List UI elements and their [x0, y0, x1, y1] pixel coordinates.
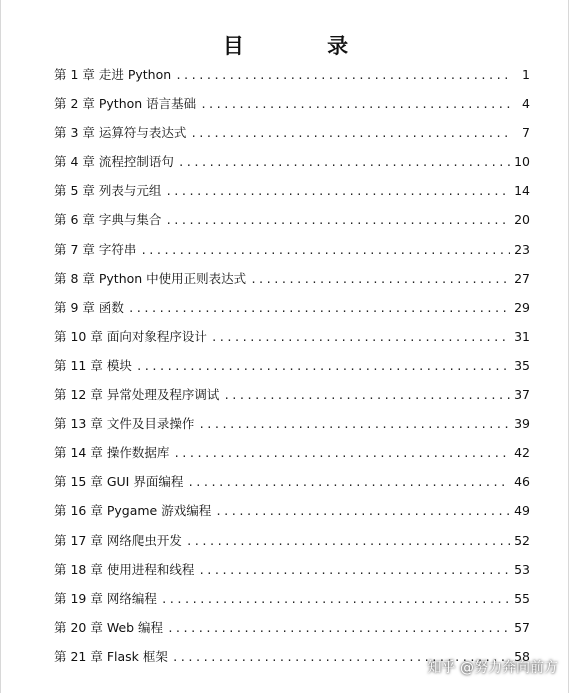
- toc-entry-label: 第 16 章 Pygame 游戏编程: [54, 503, 212, 519]
- table-of-contents: [54, 64, 530, 675]
- toc-leader-dots: [128, 298, 510, 320]
- toc-entry-page: 4: [522, 96, 530, 112]
- toc-entry-label: 第 11 章 模块: [54, 357, 132, 373]
- toc-entry-page: 23: [514, 241, 530, 257]
- toc-entry[interactable]: [54, 122, 530, 151]
- toc-entry-label: 第 20 章 Web 编程: [54, 619, 164, 635]
- toc-entry-page: 57: [514, 619, 530, 635]
- toc-entry-page: 1: [522, 67, 530, 82]
- toc-leader-dots: [223, 385, 510, 407]
- toc-entry[interactable]: [54, 413, 530, 442]
- toc-leader-dots: [200, 94, 512, 116]
- toc-leader-dots: [187, 472, 510, 494]
- toc-entry[interactable]: [54, 209, 530, 238]
- toc-entry-label: 第 4 章 流程控制语句: [54, 154, 174, 170]
- toc-entry-page: 58: [514, 648, 530, 664]
- toc-entry-page: 52: [514, 532, 530, 548]
- toc-leader-dots: [211, 327, 510, 349]
- toc-entry-label: 第 7 章 字符串: [54, 241, 137, 257]
- toc-entry[interactable]: [54, 326, 530, 355]
- toc-entry-page: 39: [514, 416, 530, 432]
- toc-entry-label: 第 2 章 Python 语言基础: [54, 96, 197, 112]
- toc-leader-dots: [250, 269, 510, 291]
- toc-entry[interactable]: [54, 64, 530, 93]
- toc-leader-dots: [140, 240, 510, 262]
- toc-entry-page: 37: [514, 387, 530, 403]
- toc-entry[interactable]: [54, 180, 530, 209]
- toc-entry-page: 7: [522, 125, 530, 141]
- toc-entry-label: 第 1 章 走进 Python: [54, 67, 172, 82]
- toc-entry[interactable]: [54, 384, 530, 413]
- toc-entry-label: 第 19 章 网络编程: [54, 590, 157, 606]
- toc-entry-label: 第 3 章 运算符与表达式: [54, 125, 187, 141]
- toc-leader-dots: [178, 152, 510, 174]
- toc-entry-label: 第 13 章 文件及目录操作: [54, 416, 195, 432]
- toc-entry[interactable]: [54, 617, 530, 646]
- toc-entry[interactable]: [54, 442, 530, 471]
- toc-leader-dots: [173, 443, 510, 465]
- toc-entry-page: 29: [514, 299, 530, 315]
- toc-entry-label: 第 17 章 网络爬虫开发: [54, 532, 182, 548]
- toc-leader-dots: [165, 210, 510, 232]
- toc-leader-dots: [175, 65, 512, 87]
- toc-leader-dots: [165, 181, 510, 203]
- toc-leader-dots: [215, 501, 510, 523]
- toc-entry-label: 第 9 章 函数: [54, 299, 124, 315]
- toc-leader-dots: [186, 531, 510, 553]
- toc-entry[interactable]: [54, 268, 530, 297]
- toc-entry-page: 46: [514, 474, 530, 490]
- toc-entry-label: 第 6 章 字典与集合: [54, 212, 162, 228]
- watermark: 知乎 @努力奔向前方: [427, 660, 558, 676]
- toc-entry-page: 10: [514, 154, 530, 170]
- toc-leader-dots: [136, 356, 510, 378]
- toc-leader-dots: [161, 589, 510, 611]
- toc-entry-page: 20: [514, 212, 530, 228]
- toc-entry[interactable]: [54, 588, 530, 617]
- toc-entry[interactable]: [54, 355, 530, 384]
- toc-entry[interactable]: [54, 500, 530, 529]
- toc-leader-dots: [198, 560, 510, 582]
- toc-entry-page: 49: [514, 503, 530, 519]
- toc-entry-page: 31: [514, 328, 530, 344]
- toc-entry-label: 第 8 章 Python 中使用正则表达式: [54, 270, 247, 286]
- toc-entry-label: 第 15 章 GUI 界面编程: [54, 474, 184, 490]
- toc-entry[interactable]: [54, 559, 530, 588]
- toc-entry-page: 35: [514, 357, 530, 373]
- toc-entry[interactable]: [54, 297, 530, 326]
- toc-entry[interactable]: [54, 530, 530, 559]
- toc-entry-label: 第 10 章 面向对象程序设计: [54, 328, 207, 344]
- toc-leader-dots: [190, 123, 512, 145]
- page-title: 目 录: [222, 33, 387, 58]
- toc-entry[interactable]: [54, 239, 530, 268]
- toc-entry-label: 第 5 章 列表与元组: [54, 183, 162, 199]
- toc-entry-page: 27: [514, 270, 530, 286]
- toc-entry-label: 第 14 章 操作数据库: [54, 445, 170, 461]
- toc-entry-page: 14: [514, 183, 530, 199]
- toc-entry-page: 53: [514, 561, 530, 577]
- toc-entry-label: 第 21 章 Flask 框架: [54, 648, 168, 664]
- toc-entry[interactable]: [54, 151, 530, 180]
- toc-entry-page: 55: [514, 590, 530, 606]
- toc-leader-dots: [198, 414, 510, 436]
- toc-entry[interactable]: [54, 93, 530, 122]
- toc-entry[interactable]: [54, 471, 530, 500]
- toc-entry-label: 第 18 章 使用进程和线程: [54, 561, 195, 577]
- toc-entry-page: 42: [514, 445, 530, 461]
- toc-leader-dots: [167, 618, 510, 640]
- toc-entry-label: 第 12 章 异常处理及程序调试: [54, 387, 220, 403]
